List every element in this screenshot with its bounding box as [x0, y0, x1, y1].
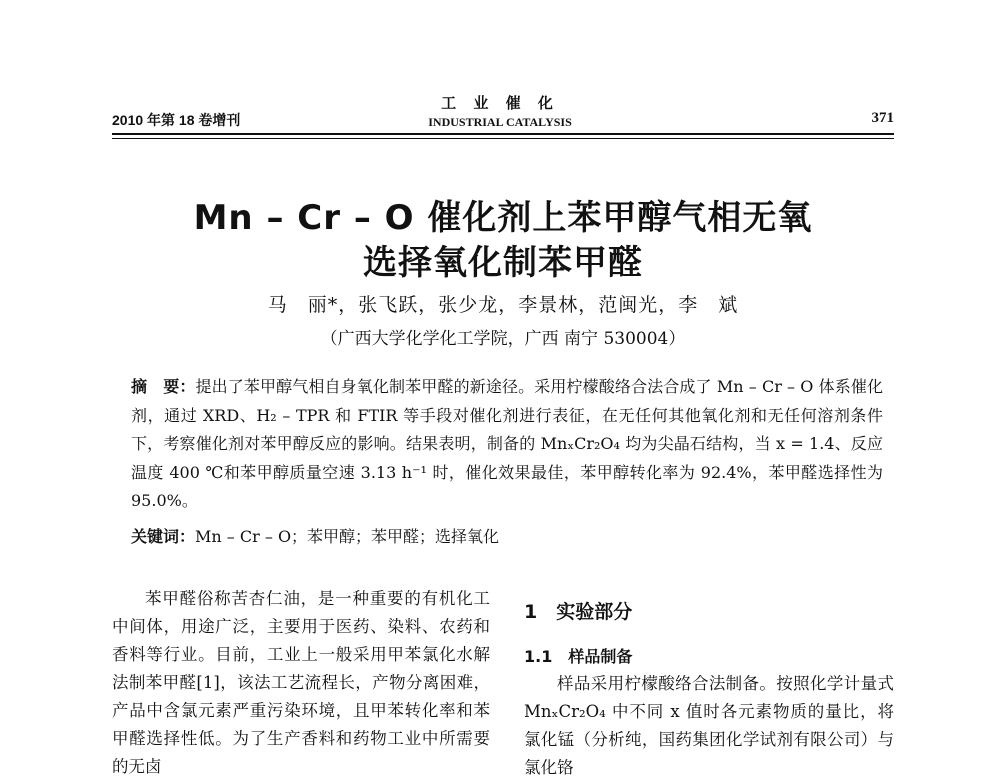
- header-rule-thick: [112, 133, 894, 135]
- journal-name-cn: 工 业 催 化: [441, 94, 559, 112]
- body-column-left: [112, 585, 490, 781]
- subsection-heading: 1.1 样品制备: [524, 647, 633, 666]
- abstract-text: 提出了苯甲醇气相自身氧化制苯甲醛的新途径。采用柠檬酸络合法合成了 Mn – Cr – O 体系催化剂，通过 XRD、H₂ – TPR 和 FTIR 等手段对催化剂进行表征，在无任何其他氧化剂和无任何溶剂条件下，考察催化剂对苯甲醇反应的影响。结果表明，制备的 MnₓCr₂O₄ 均为尖晶石结构，当 x = 1.4、反应温度 400 ℃和苯甲醇质量空速 3.13 h⁻¹ 时，催化效果最佳，苯甲醇转化率为 92.4%，苯甲醛选择性为 95.0%。: [131, 377, 883, 510]
- intro-paragraph: 苯甲醛俗称苦杏仁油，是一种重要的有机化工中间体，用途广泛，主要用于医药、染料、农药和香料等行业。目前，工业上一般采用甲苯氯化水解法制苯甲醛[1]，该法工艺流程长，产物分离困难，产品中含氯元素严重污染环境，且甲苯转化率和苯甲醛选择性低。为了生产香料和药物工业中所需要的无卤: [112, 589, 490, 776]
- body-column-right: [524, 670, 894, 782]
- abstract-label: 摘 要：: [131, 377, 196, 396]
- method-paragraph: 样品采用柠檬酸络合法制备。按照化学计量式 MnₓCr₂O₄ 中不同 x 值时各元素物质的量比，将氯化锰（分析纯，国药集团化学试剂有限公司）与氯化铬: [524, 674, 894, 777]
- page-number: 371: [871, 110, 894, 126]
- author-list: 马 丽*，张飞跃，张少龙，李景林，范闽光，李 斌: [267, 294, 739, 316]
- keywords-label: 关键词：: [131, 527, 196, 546]
- journal-name-en: INDUSTRIAL CATALYSIS: [428, 115, 572, 129]
- issue-info: 2010 年第 18 卷增刊: [112, 112, 241, 128]
- abstract: [131, 373, 883, 516]
- paper-title-line2: 选择氧化制苯甲醛: [363, 243, 643, 283]
- section-heading: 1 实验部分: [524, 601, 633, 623]
- paper-title-line1: Mn – Cr – O 催化剂上苯甲醇气相无氧: [193, 198, 813, 238]
- header-rule-thin: [112, 138, 894, 139]
- affiliation: （广西大学化学化工学院，广西 南宁 530004）: [320, 329, 686, 349]
- journal-name: [380, 92, 620, 130]
- keywords: [131, 524, 883, 547]
- keywords-text: Mn – Cr – O；苯甲醇；苯甲醛；选择氧化: [195, 527, 500, 546]
